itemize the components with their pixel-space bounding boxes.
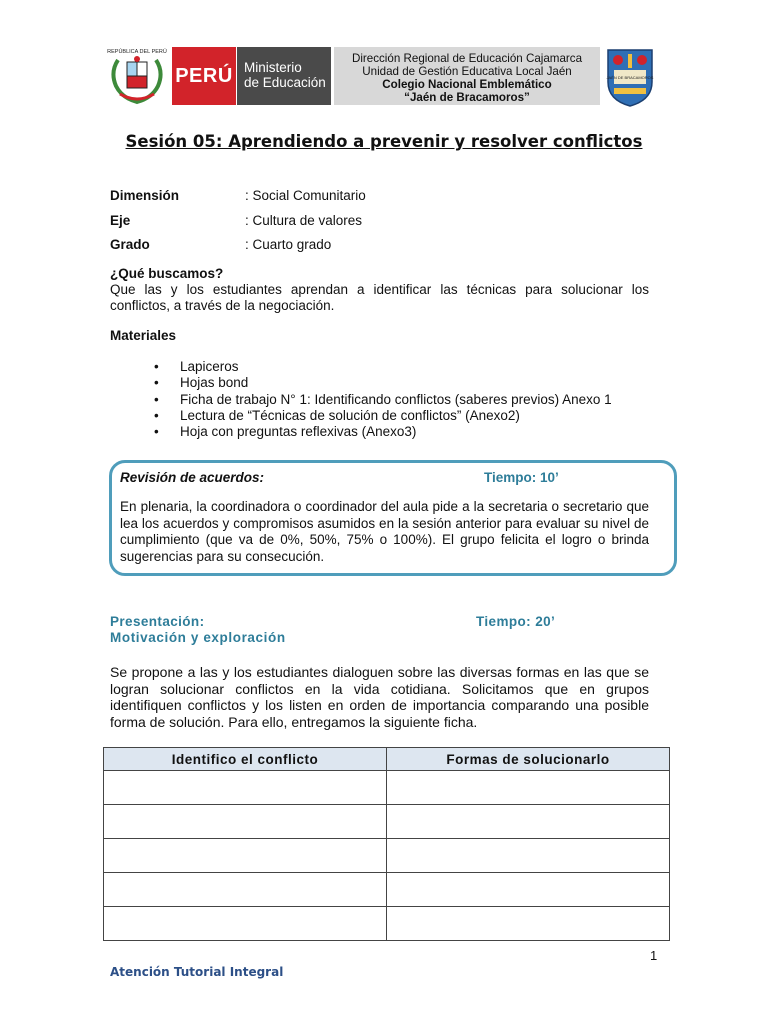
- goal-text: Que las y los estudiantes aprendan a identificar las técnicas para solucionar los conflictos, a través de la negociación.: [110, 282, 649, 313]
- grade-label: Grado: [110, 237, 150, 252]
- table-header-row: [104, 748, 670, 771]
- school-crest-logo: [604, 46, 656, 108]
- svg-text:REPÚBLICA DEL PERÚ: REPÚBLICA DEL PERÚ: [107, 49, 167, 55]
- review-text: En plenaria, la coordinadora o coordinador del aula pide a la secretaria o secretario que lea los acuerdos y compromisos asumidos en la sesión anterior para evaluar su nivel de cumplimiento (que va de 0%, 50%, 75% o 100%). El grupo felicita el logro o brinda sugerencias para su consecución.: [120, 499, 649, 564]
- grade-value: : Cuarto grado: [245, 237, 332, 252]
- table-row: [104, 839, 670, 873]
- session-title: Sesión 05: Aprendiendo a prevenir y resolver conflictos: [125, 132, 643, 151]
- list-item: • Lectura de “Técnicas de solución de conflictos” (Anexo2): [154, 408, 664, 424]
- review-time: Tiempo: 10’: [484, 470, 559, 485]
- svg-text:JAÉN DE BRACAMOROS: JAÉN DE BRACAMOROS: [606, 75, 654, 80]
- table-cell[interactable]: [387, 907, 670, 941]
- table-cell[interactable]: [104, 839, 387, 873]
- list-item: • Lapiceros: [154, 359, 664, 375]
- dimension-value: : Social Comunitario: [245, 188, 366, 203]
- table-cell[interactable]: [104, 907, 387, 941]
- table-header-solutions: Formas de solucionarlo: [387, 748, 670, 771]
- table-row: [104, 805, 670, 839]
- table-cell[interactable]: [104, 771, 387, 805]
- institution-block: [334, 47, 600, 105]
- page-number: 1: [650, 948, 658, 963]
- dimension-label: Dimensión: [110, 188, 180, 203]
- institution-line-2: Unidad de Gestión Educativa Local Jaén: [362, 65, 572, 78]
- table-cell[interactable]: [387, 839, 670, 873]
- list-item: • Ficha de trabajo N° 1: Identificando conflictos (saberes previos) Anexo 1: [154, 392, 664, 408]
- table-header-conflict: Identifico el conflicto: [104, 748, 387, 771]
- institution-line-4: “Jaén de Bracamoros”: [404, 91, 530, 104]
- ministry-line-1: Ministerio: [244, 60, 302, 75]
- institution-line-3: Colegio Nacional Emblemático: [382, 78, 552, 91]
- table-cell[interactable]: [387, 805, 670, 839]
- presentation-text: Se propone a las y los estudiantes dialoguen sobre las diversas formas en las que se logran solucionar conflictos en la vida cotidiana. Solicitamos que en grupos identifiquen conflictos y los listen en orden de importancia comparando una posible forma de solución. Para ello, entregamos la siguiente ficha.: [110, 664, 649, 730]
- peru-brand-block: PERÚ: [172, 47, 236, 105]
- table-row: [104, 907, 670, 941]
- goal-heading: ¿Qué buscamos?: [110, 266, 224, 281]
- presentation-subheading: Motivación y exploración: [110, 630, 286, 645]
- table-row: [104, 873, 670, 907]
- list-item: • Hojas bond: [154, 375, 664, 391]
- review-heading: Revisión de acuerdos:: [120, 470, 265, 485]
- conflict-table: [103, 747, 670, 941]
- table-cell[interactable]: [104, 805, 387, 839]
- axis-value: : Cultura de valores: [245, 213, 363, 228]
- materials-list: [154, 359, 664, 440]
- list-item: • Hoja con preguntas reflexivas (Anexo3): [154, 424, 664, 440]
- table-cell[interactable]: [387, 771, 670, 805]
- table-row: [104, 771, 670, 805]
- footer-title: Atención Tutorial Integral: [110, 965, 284, 979]
- ministry-block: [237, 47, 331, 105]
- institution-line-1: Dirección Regional de Educación Cajamarca: [351, 52, 583, 65]
- presentation-heading: Presentación:: [110, 614, 205, 629]
- axis-label: Eje: [110, 213, 131, 228]
- materials-heading: Materiales: [110, 328, 177, 343]
- table-cell[interactable]: [104, 873, 387, 907]
- table-cell[interactable]: [387, 873, 670, 907]
- ministry-line-2: de Educación: [244, 75, 326, 90]
- presentation-time: Tiempo: 20’: [476, 614, 556, 629]
- peru-coat-of-arms: [106, 46, 168, 106]
